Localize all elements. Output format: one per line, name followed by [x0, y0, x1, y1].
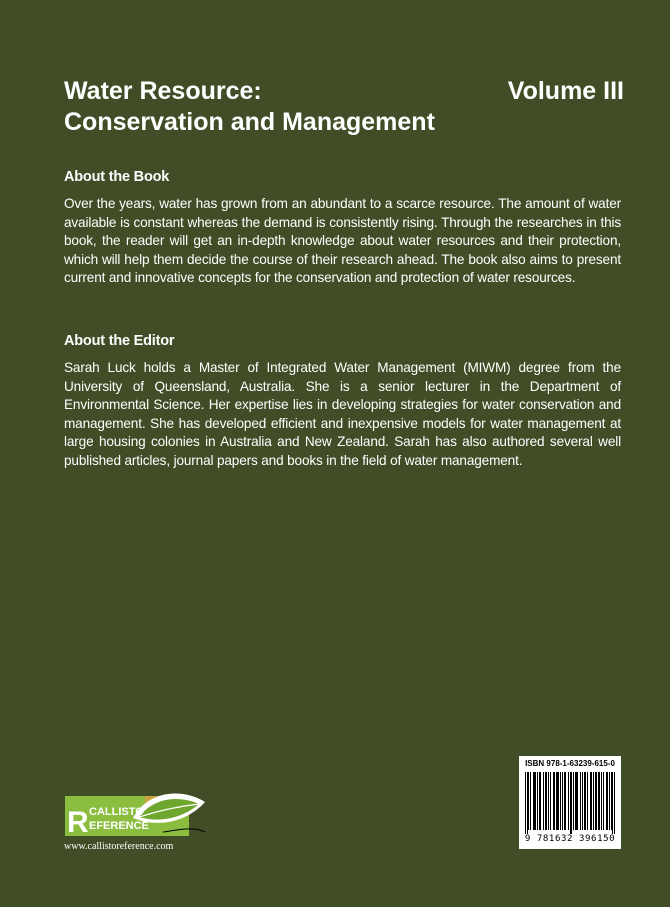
- about-editor-heading: About the Editor: [64, 333, 175, 349]
- logo-line-1: CALLISTO: [89, 806, 144, 818]
- book-title-line-2: Conservation and Management: [64, 108, 435, 136]
- barcode-digits: 9 781632 396150: [524, 834, 616, 844]
- publisher-logo: [63, 788, 213, 840]
- volume-label: Volume III: [507, 77, 624, 105]
- about-book-heading: About the Book: [64, 169, 170, 185]
- about-editor-text: Sarah Luck holds a Master of Integrated Water Management (MIWM) degree from the University of Queensland, Australia. She is a senior lecturer in the Department of Environmental Science. Her expertise lies in developing strategies for water conservation and management. She has developed efficient and inexpensive models for water management at large housing colonies in Australia and New Zealand. Sarah has also authored several well published articles, journal papers and books in the field of water management.: [64, 360, 621, 468]
- book-title-line-1: Water Resource:: [64, 77, 262, 105]
- book-title-block: [64, 76, 624, 138]
- logo-line-2: EFERENCE: [89, 820, 149, 832]
- isbn-label: ISBN 978-1-63239-615-0: [525, 759, 615, 768]
- logo-letter: R: [67, 806, 89, 839]
- isbn-barcode-box: [519, 756, 621, 849]
- about-book-section: [64, 169, 621, 288]
- about-editor-section: [64, 333, 621, 470]
- publisher-url: www.callistoreference.com: [64, 841, 174, 852]
- leaf-logo-icon: [63, 788, 213, 840]
- about-book-text: Over the years, water has grown from an abundant to a scarce resource. The amount of water available is constant whereas the demand is consistently rising. Through the researches in this book, the reader will get an in-depth knowledge about water resources and their protection, which will help them decide the course of their research ahead. The book also aims to present current and innovative concepts for the conservation and protection of water resources.: [64, 196, 621, 285]
- barcode-icon: [525, 772, 615, 834]
